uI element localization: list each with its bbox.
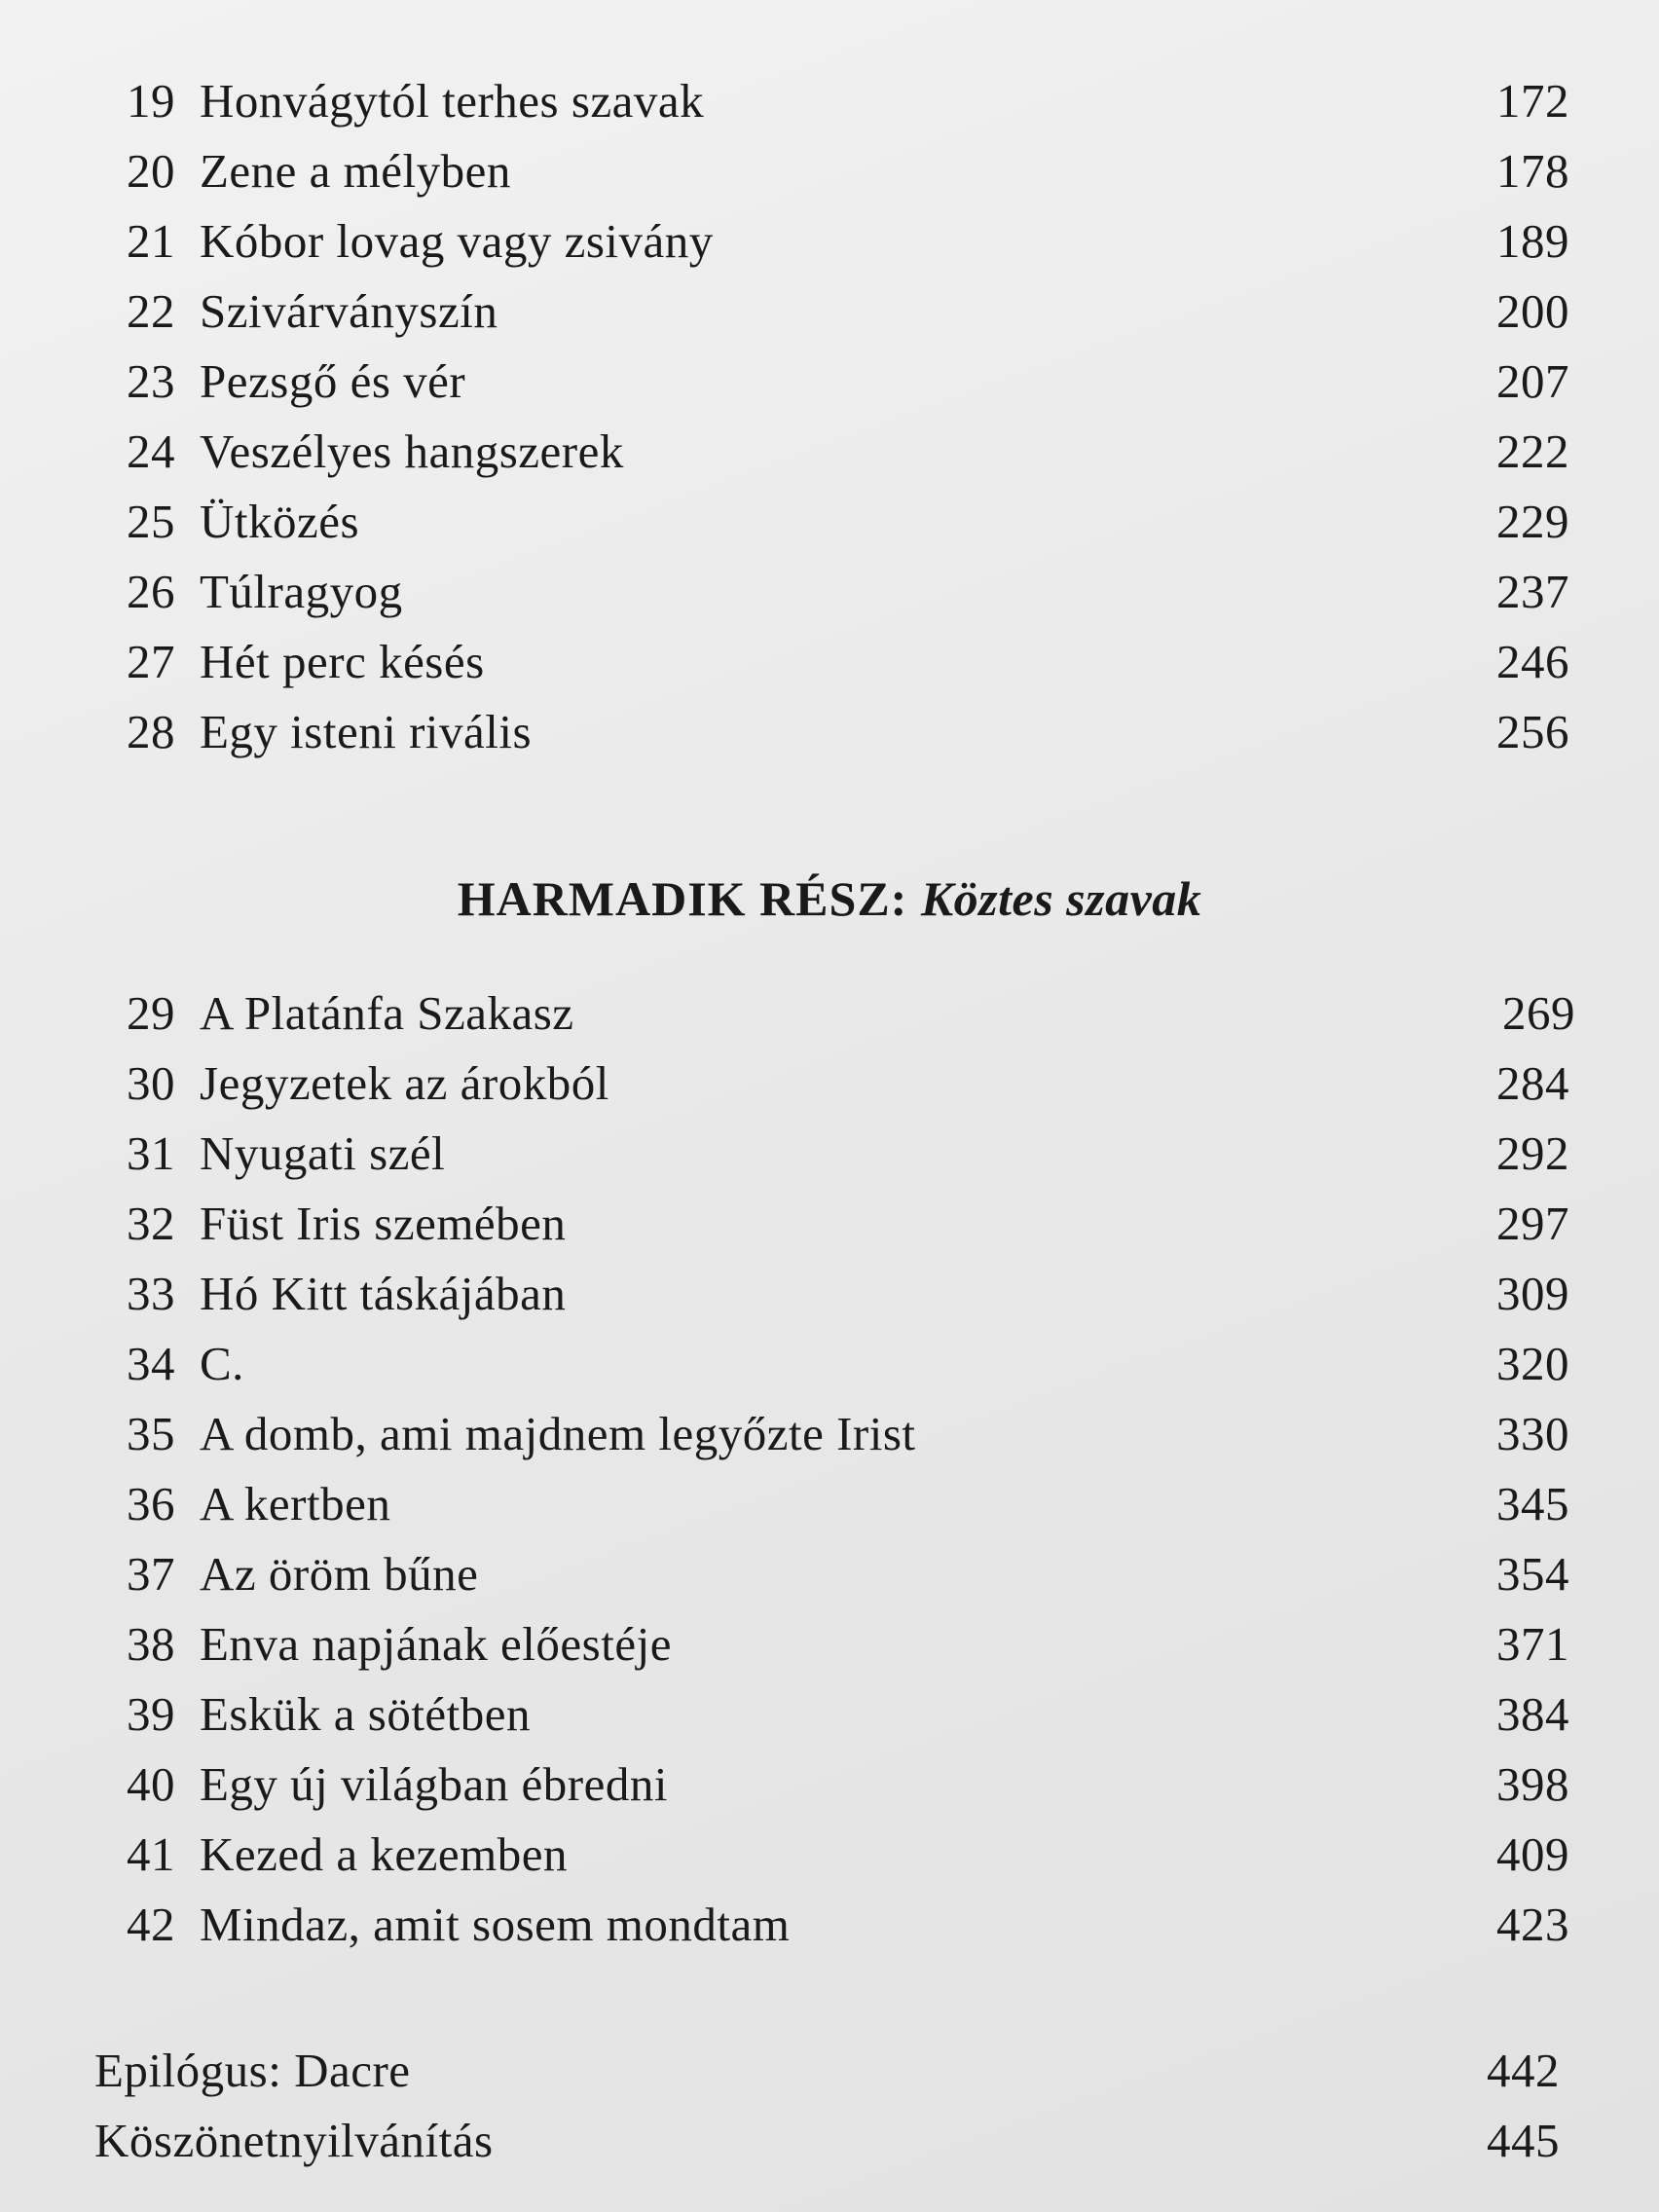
page-number: 371	[1496, 1617, 1569, 1671]
page-number: 330	[1496, 1407, 1569, 1460]
chapter-number: 39	[127, 1687, 175, 1741]
chapter-title: Enva napjának előestéje	[200, 1617, 672, 1671]
chapter-title: A kertben	[200, 1477, 391, 1530]
page-number: 246	[1496, 635, 1569, 688]
toc-entry[interactable]	[0, 1609, 1659, 1679]
page-number: 345	[1496, 1477, 1569, 1530]
chapter-number: 25	[127, 495, 175, 548]
chapter-number: 27	[127, 635, 175, 688]
chapter-number: 31	[127, 1126, 175, 1180]
chapter-title: A Platánfa Szakasz	[200, 986, 574, 1040]
toc-entry[interactable]	[0, 1890, 1659, 1960]
chapter-number: 22	[127, 284, 175, 338]
page-number: 445	[1487, 2114, 1560, 2167]
chapter-number: 26	[127, 565, 175, 618]
toc-entry[interactable]	[0, 347, 1659, 417]
page-number: 309	[1496, 1267, 1569, 1320]
page-number: 442	[1487, 2044, 1560, 2097]
toc-entry[interactable]	[0, 66, 1659, 136]
chapter-title: Kezed a kezemben	[200, 1827, 568, 1881]
chapter-number: 33	[127, 1267, 175, 1320]
chapter-title: Hét perc késés	[200, 635, 485, 688]
chapter-number: 37	[127, 1547, 175, 1601]
part-heading	[0, 865, 1659, 933]
entry-title: Köszönetnyilvánítás	[94, 2114, 494, 2167]
chapter-number: 38	[127, 1617, 175, 1671]
toc-entry[interactable]	[0, 1119, 1659, 1189]
toc-entry[interactable]	[0, 1259, 1659, 1329]
page-number: 256	[1496, 705, 1569, 758]
page-number: 320	[1496, 1337, 1569, 1390]
chapter-title: Veszélyes hangszerek	[200, 424, 624, 478]
chapter-number: 20	[127, 144, 175, 198]
page-number: 384	[1496, 1687, 1569, 1741]
chapter-number: 36	[127, 1477, 175, 1530]
chapter-title: Kóbor lovag vagy zsivány	[200, 214, 714, 268]
toc-entry[interactable]	[0, 1539, 1659, 1609]
part-subtitle: Köztes szavak	[920, 871, 1202, 926]
toc-entry[interactable]	[0, 1820, 1659, 1890]
toc-entry[interactable]	[0, 136, 1659, 206]
toc-entry[interactable]	[0, 276, 1659, 347]
page-number: 237	[1496, 565, 1569, 618]
page-number: 200	[1496, 284, 1569, 338]
chapter-title: Mindaz, amit sosem mondtam	[200, 1898, 791, 1951]
page-number: 292	[1496, 1126, 1569, 1180]
chapter-title: C.	[200, 1337, 244, 1390]
chapter-title: Zene a mélyben	[200, 144, 511, 198]
chapter-number: 35	[127, 1407, 175, 1460]
toc-entry[interactable]	[0, 417, 1659, 487]
chapter-title: Hó Kitt táskájában	[200, 1267, 567, 1320]
chapter-title: Honvágytól terhes szavak	[200, 74, 705, 128]
toc-entry-epilogue[interactable]	[0, 2036, 1659, 2106]
chapter-title: Egy isteni rivális	[200, 705, 533, 758]
toc-entry[interactable]	[0, 1469, 1659, 1539]
toc-entry[interactable]	[0, 978, 1659, 1049]
chapter-number: 34	[127, 1337, 175, 1390]
chapter-number: 40	[127, 1757, 175, 1811]
chapter-title: Ütközés	[200, 495, 360, 548]
chapter-number: 32	[127, 1197, 175, 1250]
toc-entry[interactable]	[0, 1049, 1659, 1119]
toc-entry[interactable]	[0, 1189, 1659, 1259]
chapter-number: 28	[127, 705, 175, 758]
chapter-title: Egy új világban ébredni	[200, 1757, 668, 1811]
toc-entry[interactable]	[0, 1750, 1659, 1820]
page-number: 269	[1502, 986, 1575, 1040]
page-number: 229	[1496, 495, 1569, 548]
part-label: HARMADIK RÉSZ:	[457, 871, 908, 926]
toc-entry[interactable]	[0, 627, 1659, 697]
toc-entry[interactable]	[0, 697, 1659, 767]
chapter-title: Eskük a sötétben	[200, 1687, 532, 1741]
toc-entry[interactable]	[0, 1329, 1659, 1399]
chapter-title: Túlragyog	[200, 565, 403, 618]
chapter-title: Nyugati szél	[200, 1126, 446, 1180]
page-number: 398	[1496, 1757, 1569, 1811]
chapter-title: Jegyzetek az árokból	[200, 1056, 609, 1110]
toc-entry[interactable]	[0, 557, 1659, 627]
page-number: 297	[1496, 1197, 1569, 1250]
chapter-number: 23	[127, 354, 175, 408]
page-number: 284	[1496, 1056, 1569, 1110]
chapter-title: Füst Iris szemében	[200, 1197, 567, 1250]
chapter-number: 21	[127, 214, 175, 268]
toc-entry[interactable]	[0, 1679, 1659, 1750]
page-number: 222	[1496, 424, 1569, 478]
chapter-number: 29	[127, 986, 175, 1040]
page-number: 354	[1496, 1547, 1569, 1601]
toc-entry[interactable]	[0, 206, 1659, 276]
page-number: 172	[1496, 74, 1569, 128]
page-number: 207	[1496, 354, 1569, 408]
chapter-number: 24	[127, 424, 175, 478]
page-number: 178	[1496, 144, 1569, 198]
chapter-title: Pezsgő és vér	[200, 354, 466, 408]
page-number: 189	[1496, 214, 1569, 268]
toc-entry-acknowledgements[interactable]	[0, 2106, 1659, 2176]
toc-entry[interactable]	[0, 487, 1659, 557]
chapter-number: 41	[127, 1827, 175, 1881]
chapter-title: A domb, ami majdnem legyőzte Irist	[200, 1407, 916, 1460]
chapter-number: 42	[127, 1898, 175, 1951]
entry-title: Epilógus: Dacre	[94, 2044, 411, 2097]
chapter-number: 30	[127, 1056, 175, 1110]
chapter-number: 19	[127, 74, 175, 128]
toc-entry[interactable]	[0, 1399, 1659, 1469]
chapter-title: Az öröm bűne	[200, 1547, 479, 1601]
chapter-title: Szivárványszín	[200, 284, 498, 338]
page-number: 409	[1496, 1827, 1569, 1881]
page-number: 423	[1496, 1898, 1569, 1951]
